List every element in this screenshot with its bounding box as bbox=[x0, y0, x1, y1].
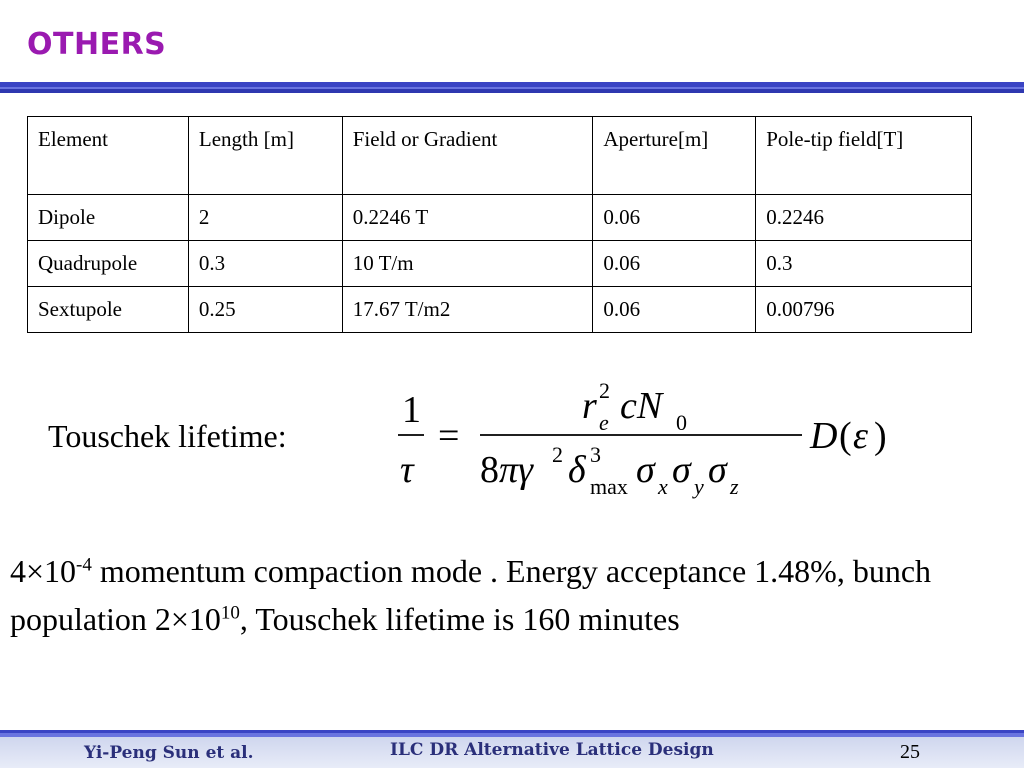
header-cell: Length [m] bbox=[188, 117, 342, 195]
svg-text:3: 3 bbox=[590, 442, 601, 467]
svg-text:e: e bbox=[599, 410, 609, 435]
svg-text:y: y bbox=[694, 474, 704, 499]
paragraph-text: momentum compaction mode . Energy acceptance 1.48%, bunch population 2×10 bbox=[10, 553, 932, 637]
svg-text:τ: τ bbox=[400, 449, 414, 491]
table-cell: 0.3 bbox=[188, 241, 342, 287]
svg-text:0: 0 bbox=[676, 410, 687, 435]
table-cell: 0.3 bbox=[756, 241, 972, 287]
slide-title: OTHERS bbox=[27, 27, 167, 62]
svg-text:=: = bbox=[438, 415, 460, 457]
svg-text:σ: σ bbox=[636, 449, 655, 491]
table-cell: 0.06 bbox=[593, 195, 756, 241]
svg-text:): ) bbox=[874, 415, 887, 457]
table-cell: 2 bbox=[188, 195, 342, 241]
svg-text:cN: cN bbox=[620, 385, 663, 427]
touschek-formula bbox=[392, 378, 912, 508]
table-header-row bbox=[28, 117, 972, 195]
svg-text:(: ( bbox=[839, 415, 852, 457]
table-cell: 0.25 bbox=[188, 287, 342, 333]
magnet-parameter-table bbox=[27, 116, 972, 333]
table-row bbox=[28, 287, 972, 333]
svg-text:δ: δ bbox=[568, 449, 586, 491]
table-cell: 0.2246 bbox=[756, 195, 972, 241]
paragraph-exponent: -4 bbox=[76, 554, 92, 576]
paragraph-text: , Touschek lifetime is 160 minutes bbox=[239, 601, 680, 637]
svg-text:2: 2 bbox=[599, 378, 610, 403]
table-cell: 0.06 bbox=[593, 241, 756, 287]
formula-graphic bbox=[392, 378, 912, 508]
table-cell: Sextupole bbox=[28, 287, 189, 333]
table-row bbox=[28, 195, 972, 241]
paragraph-exponent: 10 bbox=[220, 602, 240, 624]
header-cell: Pole-tip field[T] bbox=[756, 117, 972, 195]
svg-text:2: 2 bbox=[552, 442, 563, 467]
table-cell: 0.06 bbox=[593, 287, 756, 333]
page-number: 25 bbox=[900, 741, 920, 763]
table-cell: 0.00796 bbox=[756, 287, 972, 333]
table-cell: 0.2246 T bbox=[342, 195, 593, 241]
svg-text:ε: ε bbox=[853, 415, 868, 457]
table-row bbox=[28, 241, 972, 287]
svg-text:x: x bbox=[658, 474, 668, 499]
header-cell: Field or Gradient bbox=[342, 117, 593, 195]
svg-text:8: 8 bbox=[480, 449, 499, 491]
svg-text:πγ: πγ bbox=[499, 449, 534, 491]
title-divider bbox=[0, 82, 1024, 93]
formula-label: Touschek lifetime: bbox=[48, 418, 287, 454]
paragraph-text: 4×10 bbox=[10, 553, 77, 589]
table-cell: Dipole bbox=[28, 195, 189, 241]
footer-divider bbox=[0, 730, 1024, 737]
summary-paragraph bbox=[10, 547, 1000, 643]
svg-text:D: D bbox=[810, 415, 838, 457]
table-cell: 17.67 T/m2 bbox=[342, 287, 593, 333]
svg-text:σ: σ bbox=[672, 449, 691, 491]
table-cell: Quadrupole bbox=[28, 241, 189, 287]
header-cell: Aperture[m] bbox=[593, 117, 756, 195]
header-cell: Element bbox=[28, 117, 189, 195]
svg-text:max: max bbox=[590, 474, 628, 499]
footer-presentation-title: ILC DR Alternative Lattice Design bbox=[390, 740, 714, 760]
svg-text:z: z bbox=[730, 474, 739, 499]
svg-text:1: 1 bbox=[402, 389, 421, 431]
svg-text:r: r bbox=[582, 385, 597, 427]
footer-author: Yi-Peng Sun et al. bbox=[84, 743, 254, 763]
svg-text:σ: σ bbox=[708, 449, 727, 491]
table-cell: 10 T/m bbox=[342, 241, 593, 287]
